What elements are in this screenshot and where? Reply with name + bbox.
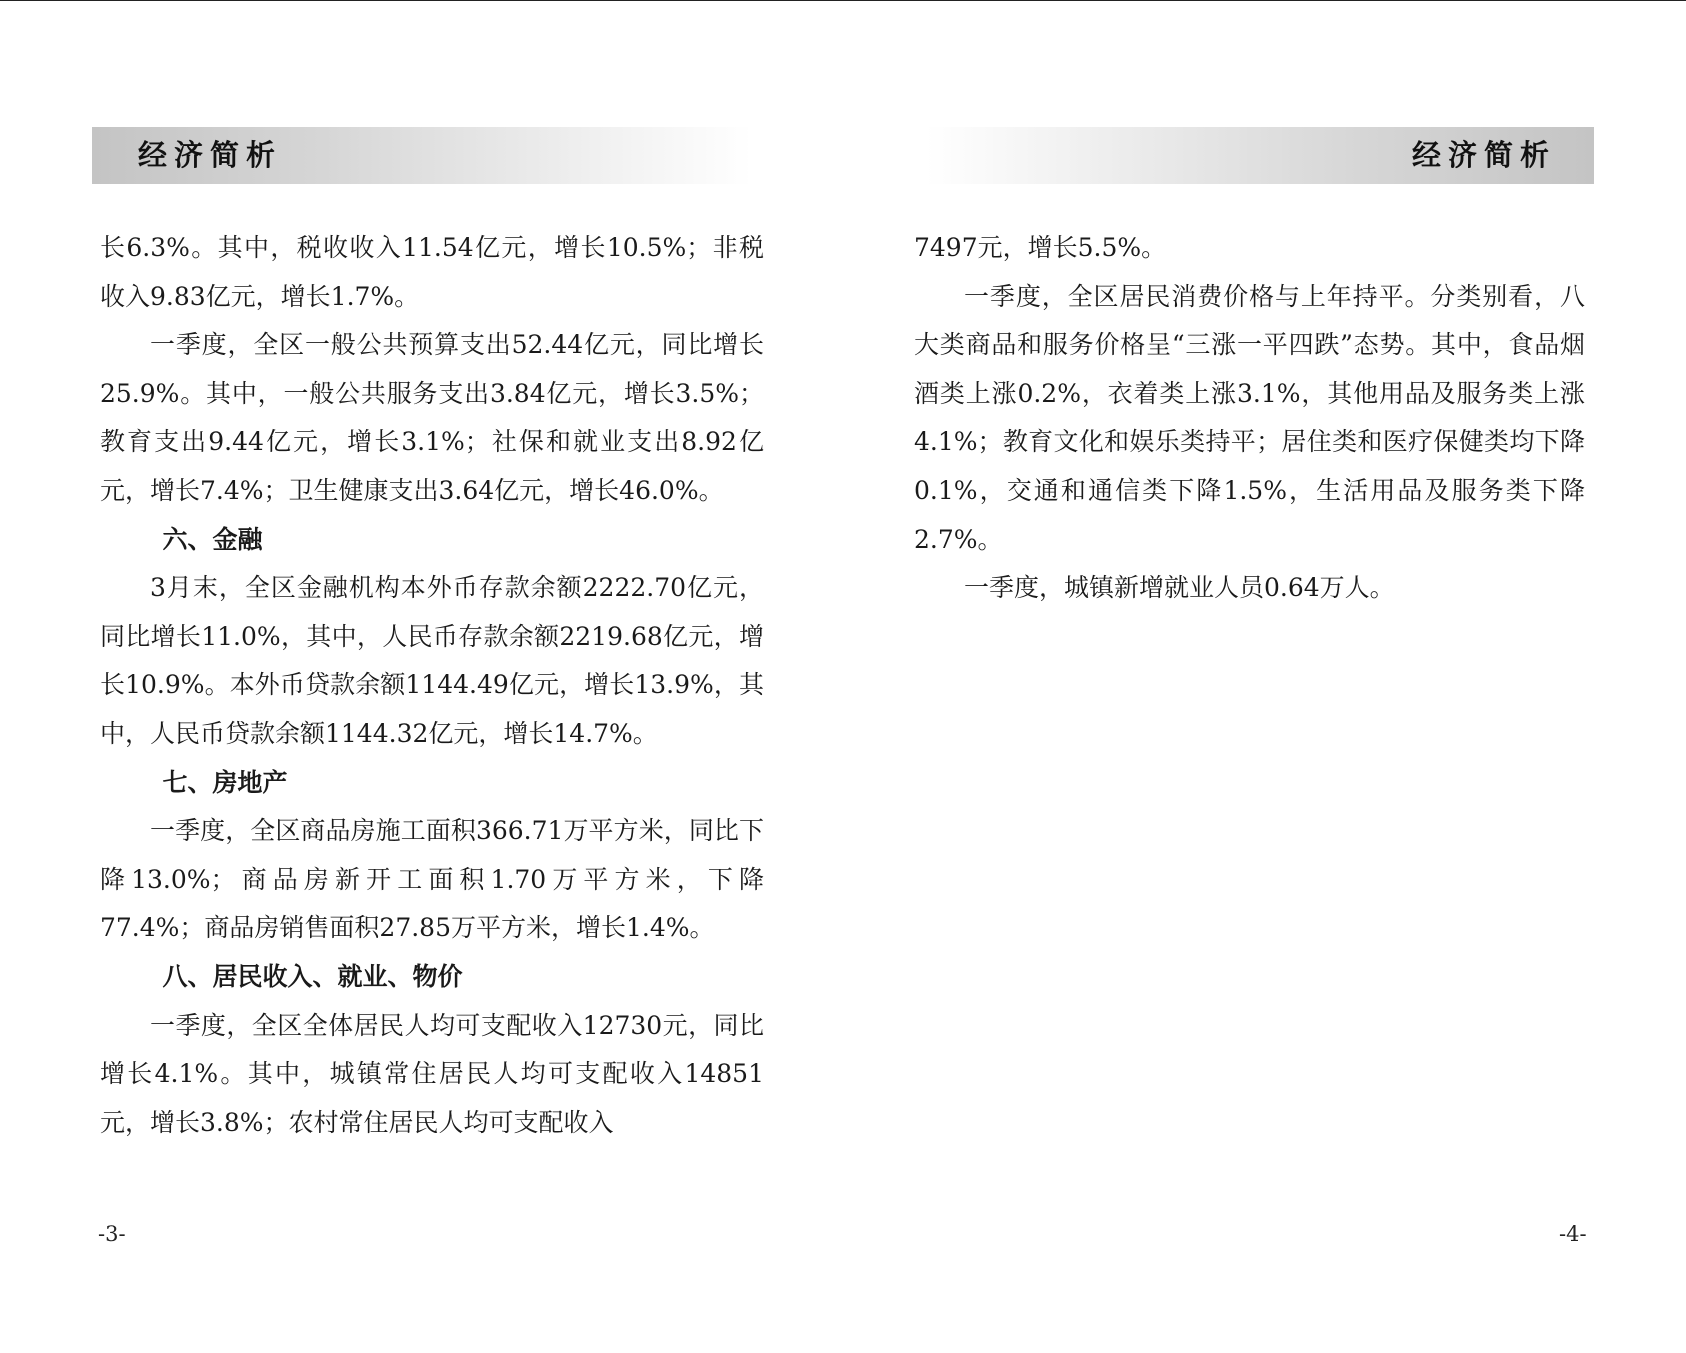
left-paragraph-1: 长6.3%。其中，税收收入11.54亿元，增长10.5%；非税收入9.83亿元，增长1.7%。	[100, 233, 764, 311]
right-page-number: -4-	[1559, 1222, 1587, 1246]
left-header-title: 经济简析	[138, 138, 283, 172]
left-paragraph-4: 一季度，全区商品房施工面积366.71万平方米，同比下降13.0%；商品房新开工面积1.70万平方米，下降77.4%；商品房销售面积27.85万平方米，增长1.4%。	[100, 816, 764, 943]
left-header-band	[92, 127, 752, 184]
section-heading-income-employment-prices: 八、居民收入、就业、物价	[162, 961, 463, 991]
right-paragraph-2: 一季度，全区居民消费价格与上年持平。分类别看，八大类商品和服务价格呈“三涨一平四跌”态势。其中，食品烟酒类上涨0.2%，衣着类上涨3.1%，其他用品及服务类上涨4.1%；教育文化和娱乐类持平；居住类和医疗保健类均下降0.1%，交通和通信类下降1.5%，生活用品及服务类下降2.7%。	[914, 281, 1585, 554]
section-heading-real-estate: 七、房地产	[162, 767, 288, 797]
left-body-text	[100, 224, 764, 1147]
right-header-band	[926, 127, 1594, 184]
left-paragraph-2: 一季度，全区一般公共预算支出52.44亿元，同比增长25.9%。其中，一般公共服务支出3.84亿元，增长3.5%；教育支出9.44亿元，增长3.1%；社保和就业支出8.92亿元，增长7.4%；卫生健康支出3.64亿元，增长46.0%。	[100, 330, 764, 505]
top-border-line	[0, 0, 1686, 1]
right-paragraph-1: 7497元，增长5.5%。	[914, 233, 1167, 262]
left-paragraph-3: 3月末，全区金融机构本外币存款余额2222.70亿元，同比增长11.0%，其中，人民币存款余额2219.68亿元，增长10.9%。本外币贷款余额1144.49亿元，增长13.9%，其中，人民币贷款余额1144.32亿元，增长14.7%。	[100, 573, 764, 748]
right-paragraph-3: 一季度，城镇新增就业人员0.64万人。	[964, 573, 1395, 603]
section-heading-finance: 六、金融	[162, 524, 263, 554]
right-body-text	[914, 224, 1585, 613]
right-header-title: 经济简析	[1411, 138, 1556, 172]
left-paragraph-5: 一季度，全区全体居民人均可支配收入12730元，同比增长4.1%。其中，城镇常住居民人均可支配收入14851元，增长3.8%；农村常住居民人均可支配收入	[100, 1010, 764, 1137]
left-page-number: -3-	[98, 1222, 126, 1246]
